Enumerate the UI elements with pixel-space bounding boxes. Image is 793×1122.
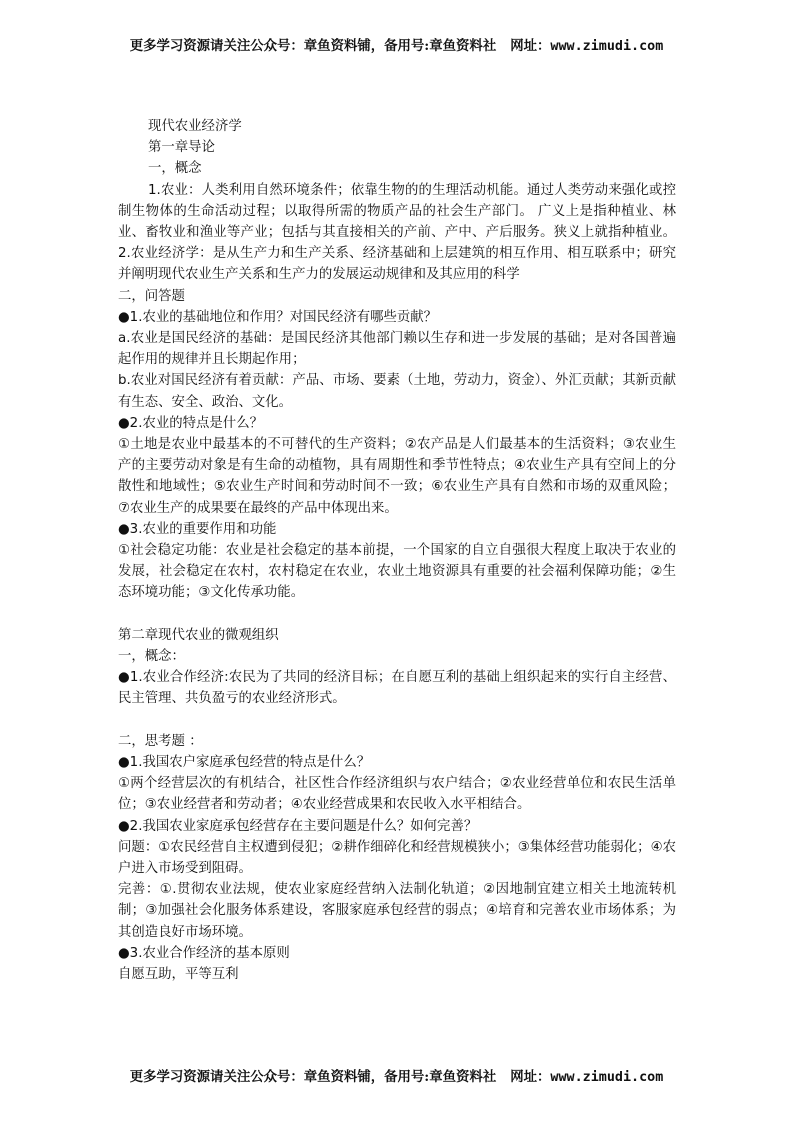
chapter-1-qa-heading: 二，问答题: [118, 288, 185, 304]
question-2-answer: ①土地是农业中最基本的不可替代的生产资料；②农产品是人们最基本的生活资料；③农业生产的主要劳动对象是有生命的动植物，具有周期性和季节性特点；④农业生产具有空间上的分散性和地域性；⑤农业生产时间和劳动时间不一致；⑥农业生产具有自然和市场的双重风险；⑦农业生产的成果要在最终的产品中体现出来。: [118, 437, 676, 516]
think-question-2: ●2.我国农业家庭承包经营存在主要问题是什么？如何完善？: [118, 818, 478, 834]
question-2: ●2.农业的特点是什么？: [118, 415, 263, 431]
think-question-3-answer: 自愿互助，平等互利: [118, 967, 239, 983]
question-1-answer-a: a.农业是国民经济的基础：是国民经济其他部门赖以生存和进一步发展的基础；是对各国普遍起作用的规律并且长期起作用；: [118, 331, 676, 368]
chapter-1-concept-heading: 一，概念: [148, 161, 202, 177]
chapter-2-title: 第二章现代农业的微观组织: [118, 627, 279, 643]
header-url-link[interactable]: www.zimudi.com: [550, 39, 664, 54]
header-url-label: 网址：: [510, 38, 551, 54]
footer-url-label: 网址：: [510, 1069, 551, 1085]
chapter-1-title: 第一章导论: [148, 140, 215, 156]
chapter-1-concept-paragraph: 1.农业：人类利用自然环境条件；依靠生物的的生理活动机能。通过人类劳动来强化或控制生物体的生命活动过程；以取得所需的物质产品的社会生产部门。 广义上是指种植业、林业、畜牧业和渔业等产业；包括与其直接相关的产前、产中、产后服务。狭义上就指种植业。 2.农业经济学：是从生产力和生产关系、经济基础和上层建筑的相互作用、相互联系中；研究并阐明现代农业生产关系和生产力的发展运动规律和及其应用的科学: [118, 182, 676, 283]
document-body: [118, 116, 676, 985]
chapter-2-concept-heading: 一，概念：: [118, 649, 185, 665]
think-question-3: ●3.农业合作经济的基本原则: [118, 945, 290, 961]
question-1: ●1.农业的基础地位和作用？对国民经济有哪些贡献？: [118, 309, 438, 325]
document-title: 现代农业经济学: [148, 119, 242, 134]
chapter-2-think-heading: 二，思考题 ：: [118, 733, 203, 749]
footer-url-link[interactable]: www.zimudi.com: [550, 1070, 664, 1085]
chapter-2-concept-paragraph: ●1.农业合作经济:农民为了共同的经济目标；在自愿互利的基础上组织起来的实行自主经营、民主管理、共负盈亏的农业经济形式。: [118, 670, 676, 707]
spacer: [118, 710, 676, 731]
page-footer: [0, 1068, 793, 1087]
think-question-1: ●1.我国农户家庭承包经营的特点是什么？: [118, 755, 371, 771]
spacer: [118, 604, 676, 625]
question-3: ●3.农业的重要作用和功能: [118, 521, 277, 537]
page-header: [0, 37, 793, 56]
think-question-1-answer: ①两个经营层次的有机结合，社区性合作经济组织与农户结合；②农业经营单位和农民生活单位；③农业经营者和劳动者；④农业经营成果和农民收入水平相结合。: [118, 776, 676, 813]
question-1-answer-b: b.农业对国民经济有着贡献：产品、市场、要素（土地，劳动力，资金）、外汇贡献；其新贡献有生态、安全、政治、文化。: [118, 373, 676, 410]
header-promo-text: 更多学习资源请关注公众号：章鱼资料铺，备用号:章鱼资料社: [129, 38, 497, 54]
footer-promo-text: 更多学习资源请关注公众号：章鱼资料铺，备用号:章鱼资料社: [129, 1069, 497, 1085]
think-question-2-problem: 问题：①农民经营自主权遭到侵犯；②耕作细碎化和经营规模狭小；③集体经营功能弱化；④农户进入市场受到阻碍。: [118, 839, 676, 877]
think-question-2-improve: 完善：①.贯彻农业法规，使农业家庭经营纳入法制化轨道；②因地制宜建立相关土地流转机制；③加强社会化服务体系建设，客服家庭承包经营的弱点；④培育和完善农业市场体系；为其创造良好市场环境。: [118, 882, 676, 940]
question-3-answer: ①社会稳定功能：农业是社会稳定的基本前提，一个国家的自立自强很大程度上取决于农业的发展，社会稳定在农村，农村稳定在农业，农业土地资源具有重要的社会福利保障功能；②生态环境功能；③文化传承功能。: [118, 543, 676, 601]
